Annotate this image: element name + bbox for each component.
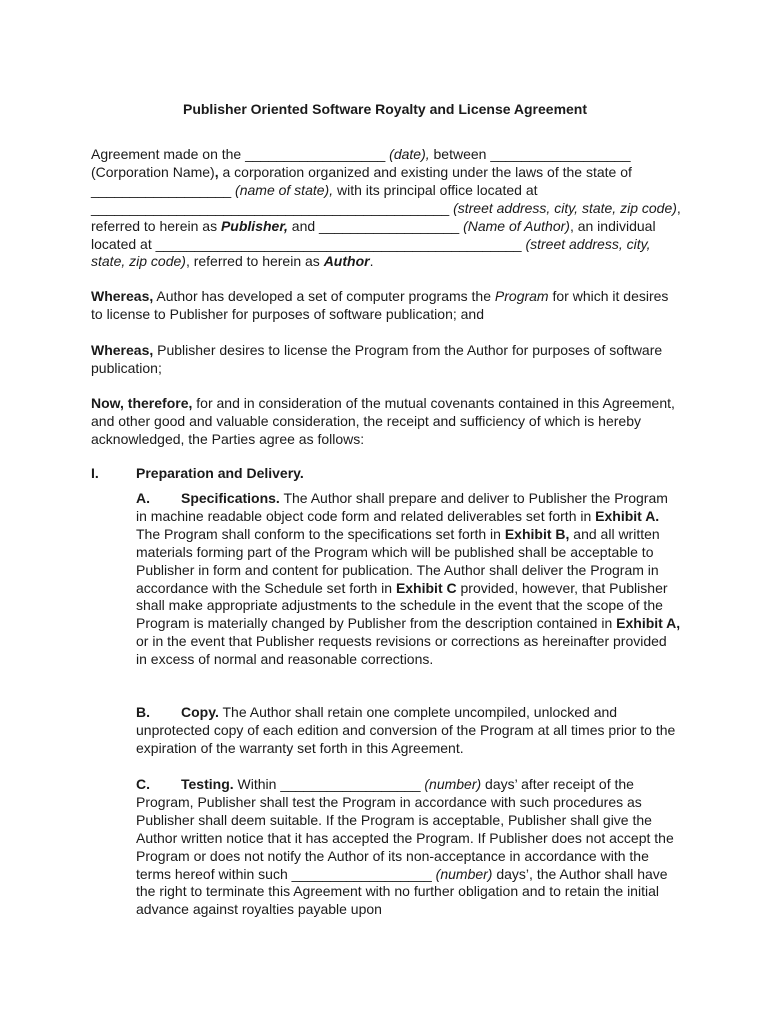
corporation-hint: (Corporation Name): [91, 163, 215, 180]
now-therefore-text: for and in consideration of the mutual covenants contained in this Agreement, and other good and valuable consideration, the receipt and sufficiency of which is hereby acknowledged, the Parties agree as follows:: [91, 395, 675, 447]
clause-text: provided, however, that Publisher shall make appropriate adjustments to the schedule in the event that the scope of the Program is materially changed by Publisher from the description contained in: [136, 579, 668, 632]
whereas-text: Author has developed a set of computer programs the: [153, 288, 495, 304]
clause-text: Within: [233, 776, 281, 792]
clause-label: B.: [136, 704, 150, 720]
intro-text: with its principal office located at: [333, 181, 538, 198]
author-address-hint: (street address, city, state, zip code): [91, 235, 651, 270]
exhibit-reference: Exhibit C: [395, 579, 457, 596]
whereas-paragraph-2: [91, 342, 681, 378]
section-number: I.: [91, 465, 99, 481]
clause-text: or in the event that Publisher requests revisions or corrections as hereinafter provided in excess of normal and reasonable corrections.: [136, 633, 667, 668]
section-title: Preparation and Delivery.: [136, 465, 304, 481]
page-title: Publisher Oriented Software Royalty and License Agreement: [182, 101, 588, 117]
address-hint: (street address, city, state, zip code): [453, 199, 677, 216]
number-blank: __________________: [280, 776, 421, 792]
number-hint: (number): [435, 865, 493, 882]
intro-paragraph: [91, 146, 681, 271]
clause-text: The Author shall prepare and deliver to Publisher the Program in machine readable object code form and related deliverables set forth in: [136, 490, 668, 524]
section-heading: [91, 465, 304, 483]
program-term: Program: [494, 288, 549, 304]
now-therefore-lead: Now, therefore,: [91, 395, 193, 411]
clause-a: [136, 490, 681, 669]
intro-text: a corporation organized and existing under the laws of the state of: [218, 163, 632, 180]
state-blank: __________________: [91, 181, 232, 198]
publisher-term: Publisher,: [220, 217, 288, 234]
clause-text: days’, the Author shall have the right to terminate this Agreement with no further obligation and to retain the initial advance against royalties payable upon: [136, 865, 668, 918]
corporation-comma: ,: [214, 163, 219, 180]
author-term: Author: [323, 253, 370, 270]
clause-text: The Program shall conform to the specifications set forth in: [136, 525, 505, 542]
whereas-lead: Whereas,: [91, 342, 154, 358]
number-blank: __________________: [291, 865, 432, 882]
now-therefore-paragraph: [91, 395, 681, 449]
intro-text: Agreement made on the: [91, 146, 246, 162]
clause-heading: Testing.: [181, 776, 234, 792]
clause-heading: Specifications.: [181, 490, 280, 506]
date-blank: __________________: [245, 146, 386, 162]
author-name-hint: (Name of Author): [463, 217, 570, 234]
number-hint: (number): [424, 776, 482, 792]
state-hint: (name of state),: [235, 181, 334, 198]
whereas-lead: Whereas,: [91, 288, 154, 304]
whereas-text: for which it desires to license to Publisher for purposes of software publication; and: [91, 288, 669, 322]
corporation-blank: __________________: [490, 146, 631, 162]
intro-text: , an individual located at: [91, 217, 656, 252]
clause-label: C.: [136, 776, 150, 792]
clause-b: [136, 704, 681, 758]
exhibit-reference: Exhibit A,: [616, 615, 681, 632]
exhibit-reference: Exhibit A.: [595, 507, 660, 524]
clause-text: days’ after receipt of the Program, Publisher shall test the Program in accordance with such procedures as Publisher shall deem suitable. If the Program is acceptable, Publisher shall give the Author written notice that it has accepted the Program. If Publisher does not accept the Program or does not notify the Author of its non-acceptance in accordance with the terms hereof within such: [136, 776, 674, 882]
clause-text: The Author shall retain one complete uncompiled, unlocked and unprotected copy of each edition and conversion of the Program at all times prior to the expiration of the warranty set forth in this Agreement.: [136, 704, 676, 756]
intro-text: , referred to herein as: [91, 199, 681, 234]
date-hint: (date),: [389, 146, 430, 162]
address-blank: ______________________________________________: [91, 199, 450, 216]
clause-c: [136, 776, 681, 919]
author-blank: __________________: [319, 217, 460, 234]
intro-text: , referred to herein as: [185, 253, 324, 270]
author-address-blank: _______________________________________________: [155, 235, 522, 252]
intro-text: between: [429, 146, 491, 162]
intro-text: and: [287, 217, 320, 234]
exhibit-reference: Exhibit B,: [504, 525, 570, 542]
whereas-text: Publisher desires to license the Program from the Author for purposes of software publication;: [91, 342, 663, 376]
clause-heading: Copy.: [181, 704, 219, 720]
whereas-paragraph-1: [91, 288, 681, 324]
clause-text: and all written materials forming part of the Program which will be published shall be acceptable to Publisher in form and content for publication. The Author shall deliver the Program in accordance with the Schedule set forth in: [136, 525, 660, 596]
intro-text: .: [369, 253, 374, 270]
clause-label: A.: [136, 490, 150, 506]
